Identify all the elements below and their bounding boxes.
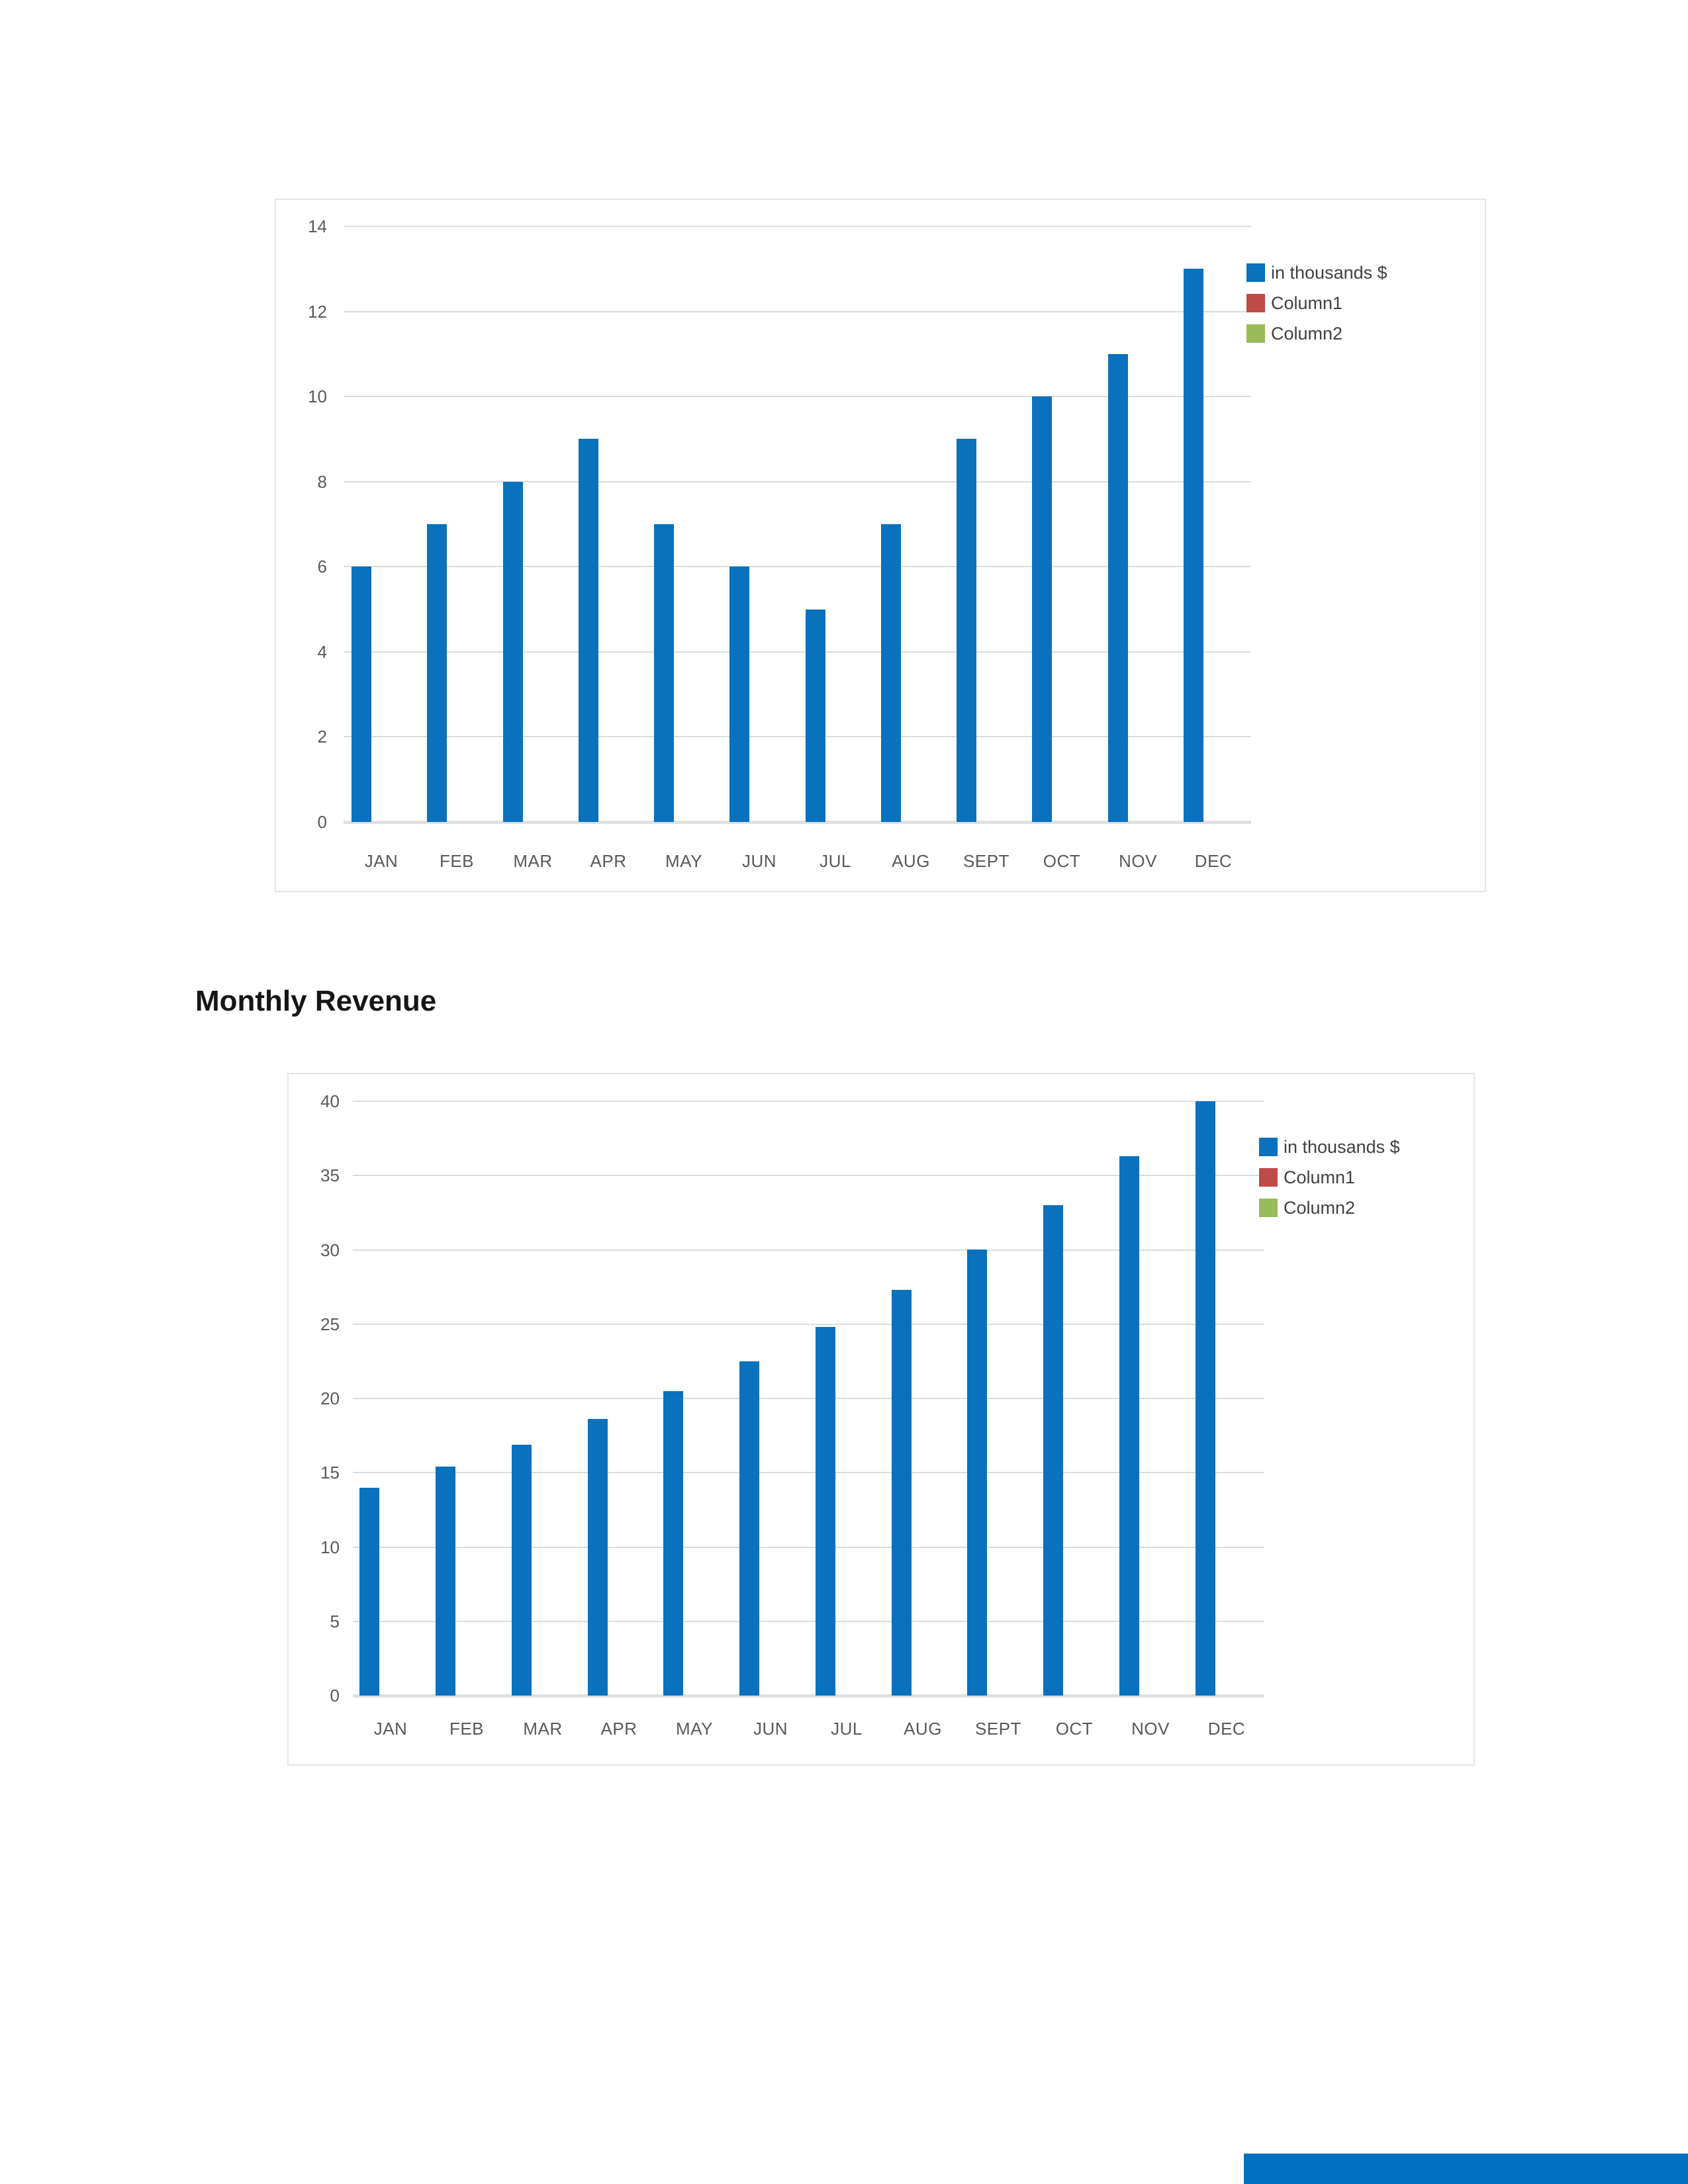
x-axis-label: SEPT [963,851,1009,871]
x-axis-label: APR [600,1719,637,1739]
y-tick-label: 10 [320,1537,340,1557]
x-axis-label: NOV [1131,1719,1170,1739]
x-axis-label: NOV [1119,851,1157,871]
legend-label: in thousands $ [1271,263,1387,283]
y-tick-label: 2 [317,727,327,747]
x-axis-label: MAR [513,851,553,871]
legend-label: Column1 [1271,293,1343,313]
bar-mar [512,1445,532,1696]
legend-item [1246,263,1387,282]
x-axis-label: JAN [373,1719,408,1739]
legend-swatch-icon [1259,1199,1278,1217]
bar-apr [588,1419,608,1696]
bar-feb [427,524,447,822]
bar-jun [729,567,749,822]
legend-label: Column2 [1284,1198,1356,1218]
bar-jun [739,1361,759,1696]
x-axis-label: MAY [676,1719,713,1739]
y-tick-label: 4 [317,641,327,662]
bar-may [663,1391,683,1696]
x-axis-label: OCT [1043,851,1081,871]
y-tick-label: 14 [308,216,327,236]
bar-oct [1043,1205,1063,1696]
bar-nov [1119,1156,1139,1696]
legend-item [1246,324,1387,343]
chart-legend [1259,1136,1403,1218]
y-tick-label: 0 [330,1686,340,1706]
x-axis-label: JUN [741,851,777,871]
legend-label: in thousands $ [1284,1137,1400,1157]
legend-swatch-icon [1259,1138,1278,1156]
x-axis-label: JAN [364,851,399,871]
x-axis-label: JUL [831,1719,863,1739]
y-tick-label: 20 [320,1388,340,1408]
y-tick-label: 25 [320,1314,340,1334]
y-tick-label: 15 [320,1463,340,1483]
y-tick-label: 12 [308,301,327,322]
x-axis-label: DEC [1194,851,1233,871]
legend-label: Column2 [1271,324,1343,343]
x-axis-label: JUL [820,851,851,871]
y-tick-label: 6 [317,557,327,577]
y-tick-label: 30 [320,1240,340,1260]
x-axis-label: OCT [1055,1719,1094,1739]
legend-label: Column1 [1284,1167,1356,1187]
x-axis-label: MAR [523,1719,563,1739]
bar-aug [892,1290,912,1696]
bar-jul [816,1327,835,1696]
bar-oct [1032,396,1052,822]
bar-dec [1196,1101,1215,1696]
monthly-revenue-bar-chart [287,1073,1475,1766]
x-axis-label: FEB [439,851,475,871]
bar-feb [436,1467,455,1696]
bar-may [654,524,674,822]
bar-aug [881,524,901,822]
x-axis-label: AUG [904,1719,942,1739]
y-tick-label: 10 [308,387,327,407]
y-tick-label: 35 [320,1165,340,1186]
y-tick-label: 8 [317,471,327,492]
x-axis-label: MAY [665,851,702,871]
x-axis-label: AUG [892,851,930,871]
y-tick-label: 5 [330,1611,340,1631]
bar-sept [957,439,976,822]
gridline [344,226,1251,227]
footer-accent-bar [1244,2154,1688,2184]
legend-item [1259,1199,1400,1217]
legend-item [1259,1138,1400,1156]
legend-item [1259,1168,1400,1187]
y-tick-label: 0 [317,812,327,832]
bar-jul [806,610,825,822]
x-axis-label: DEC [1207,1719,1246,1739]
x-axis-label: APR [590,851,627,871]
x-axis-label: FEB [449,1719,485,1739]
bar-jan [352,567,371,822]
gridline [353,1101,1264,1102]
chart-legend [1246,262,1390,344]
legend-swatch-icon [1259,1168,1278,1187]
bar-jan [359,1488,379,1696]
heading-monthly-revenue: Monthly Revenue [195,985,437,1017]
y-tick-label: 40 [320,1091,340,1111]
legend-swatch-icon [1246,263,1265,282]
x-axis-label: SEPT [975,1719,1021,1739]
bar-nov [1108,354,1128,822]
legend-item [1246,294,1387,312]
units-sold-bar-chart [275,199,1486,892]
bar-sept [967,1250,987,1696]
gridline [344,311,1251,312]
bar-dec [1184,269,1203,822]
legend-swatch-icon [1246,324,1265,343]
x-axis-label: JUN [753,1719,788,1739]
bar-apr [579,439,598,822]
bar-mar [503,482,523,822]
legend-swatch-icon [1246,294,1265,312]
